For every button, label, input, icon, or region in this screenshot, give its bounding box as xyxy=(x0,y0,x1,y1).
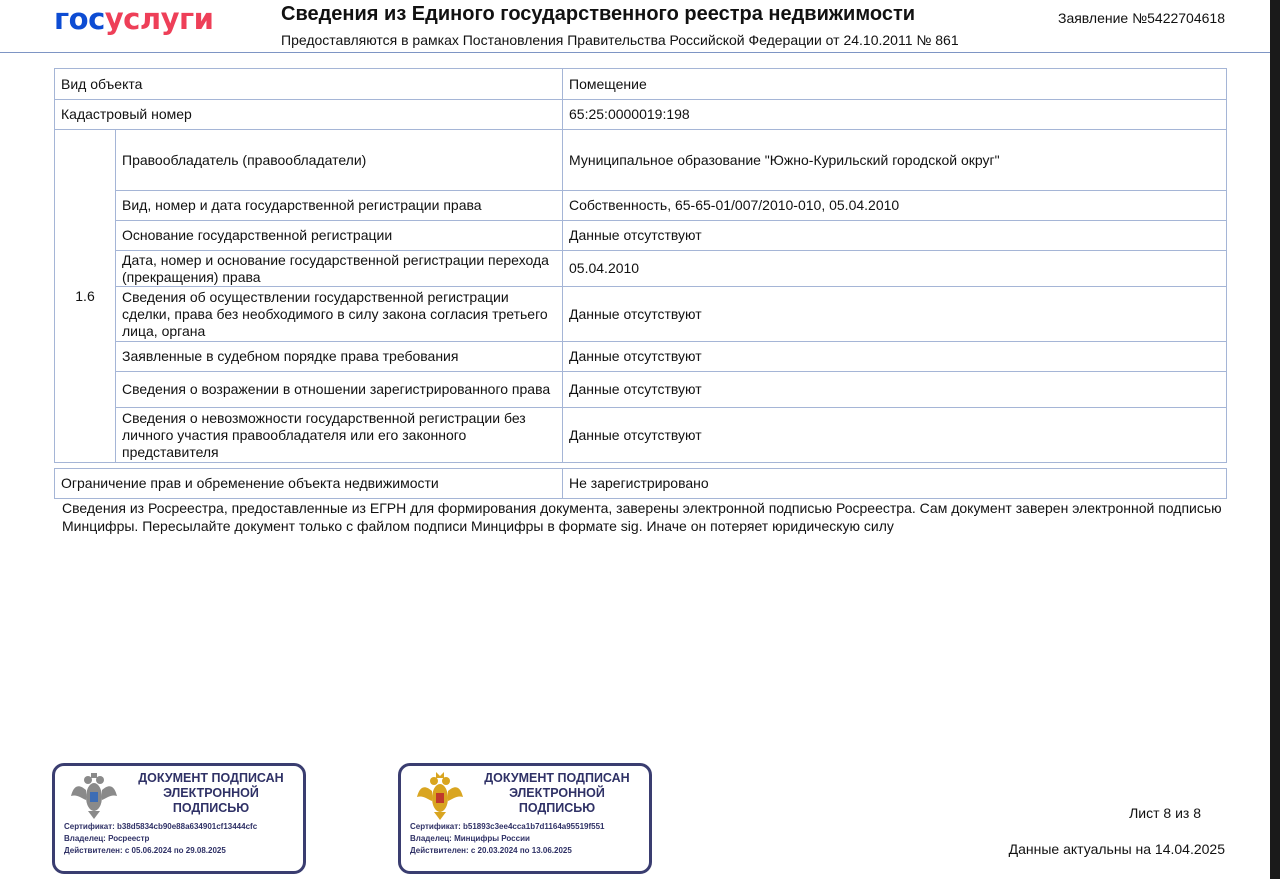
personal-participation-value: Данные отсутствуют xyxy=(563,408,1227,463)
object-type-label: Вид объекта xyxy=(55,69,563,100)
registration-basis-value: Данные отсутствуют xyxy=(563,221,1227,251)
table-row xyxy=(55,372,1227,408)
restriction-value: Не зарегистрировано xyxy=(563,469,1227,499)
table-row xyxy=(55,287,1227,342)
objection-value: Данные отсутствуют xyxy=(563,372,1227,408)
stamp-owner: Владелец: Росреестр xyxy=(64,834,150,843)
data-actual-date: Данные актуальны на 14.04.2025 xyxy=(1008,841,1225,857)
header-divider xyxy=(0,52,1270,53)
table-row xyxy=(55,469,1227,499)
application-number: Заявление №5422704618 xyxy=(1057,10,1225,26)
document-title: Сведения из Единого государственного реестра недвижимости xyxy=(281,3,916,25)
transfer-registration-value: 05.04.2010 xyxy=(563,251,1227,287)
stamp-validity: Действителен: с 20.03.2024 по 13.06.2025 xyxy=(410,846,572,855)
stamp-certificate: Сертификат: b51893c3ee4cca1b7d1164a95519f551 xyxy=(410,822,605,831)
stamp-details xyxy=(64,821,257,857)
deal-registration-label: Сведения об осуществлении государственной регистрации сделки, права без необходимого в силу закона согласия третьего лица, органа xyxy=(116,287,563,342)
court-claims-value: Данные отсутствуют xyxy=(563,342,1227,372)
russia-coat-of-arms-icon xyxy=(415,772,465,820)
cadastral-number-value: 65:25:0000019:198 xyxy=(563,100,1227,130)
registration-right-value: Собственность, 65-65-01/007/2010-010, 05.04.2010 xyxy=(563,191,1227,221)
gosuslugi-logo[interactable]: госуслуги xyxy=(54,2,214,36)
court-claims-label: Заявленные в судебном порядке права требования xyxy=(116,342,563,372)
rosreestr-emblem-icon xyxy=(69,772,119,820)
rosreestr-signature-stamp xyxy=(52,763,306,874)
transfer-registration-label: Дата, номер и основание государственной регистрации перехода (прекращения) права xyxy=(116,251,563,287)
registration-right-label: Вид, номер и дата государственной регистрации права xyxy=(116,191,563,221)
table-row xyxy=(55,69,1227,100)
stamp-certificate: Сертификат: b38d5834cb90e88a634901cf13444cfc xyxy=(64,822,258,831)
right-holder-label: Правообладатель (правообладатели) xyxy=(116,130,563,191)
object-type-value: Помещение xyxy=(563,69,1227,100)
restriction-label: Ограничение прав и обременение объекта недвижимости xyxy=(55,469,563,499)
mintsifry-signature-stamp xyxy=(398,763,652,874)
stamp-validity: Действителен: с 05.06.2024 по 29.08.2025 xyxy=(64,846,226,855)
table-row xyxy=(55,191,1227,221)
cadastral-number-label: Кадастровый номер xyxy=(55,100,563,130)
stamp-details xyxy=(410,821,604,857)
signature-notice: Сведения из Росреестра, предоставленные из ЕГРН для формирования документа, заверены электронной подписью Росреестра. Сам документ заверен электронной подписью Минцифры. Пересылайте документ только с файлом подписи Минцифры в формате sig. Иначе он потеряет юридическую силу xyxy=(62,500,1222,534)
sheet-number: Лист 8 из 8 xyxy=(1129,805,1201,821)
objection-label: Сведения о возражении в отношении зарегистрированного права xyxy=(116,372,563,408)
document-subtitle: Предоставляются в рамках Постановления Правительства Российской Федерации от 24.10.2011 № 861 xyxy=(281,32,959,48)
property-info-table xyxy=(54,68,1227,463)
table-row xyxy=(55,221,1227,251)
personal-participation-label: Сведения о невозможности государственной регистрации без личного участия правообладателя или его законного представителя xyxy=(116,408,563,463)
table-row xyxy=(55,408,1227,463)
table-row xyxy=(55,342,1227,372)
right-holder-value: Муниципальное образование "Южно-Курильский городской округ" xyxy=(563,130,1227,191)
registration-basis-label: Основание государственной регистрации xyxy=(116,221,563,251)
stamp-title: ДОКУМЕНТ ПОДПИСАН ЭЛЕКТРОННОЙ ПОДПИСЬЮ xyxy=(484,771,630,815)
restriction-table xyxy=(54,468,1227,499)
stamp-title: ДОКУМЕНТ ПОДПИСАН ЭЛЕКТРОННОЙ ПОДПИСЬЮ xyxy=(138,771,284,815)
table-row xyxy=(55,251,1227,287)
stamp-owner: Владелец: Минцифры России xyxy=(410,834,530,843)
deal-registration-value: Данные отсутствуют xyxy=(563,287,1227,342)
table-row xyxy=(55,130,1227,191)
table-row xyxy=(55,100,1227,130)
section-number: 1.6 xyxy=(55,130,116,463)
scrollbar[interactable] xyxy=(1270,0,1280,879)
